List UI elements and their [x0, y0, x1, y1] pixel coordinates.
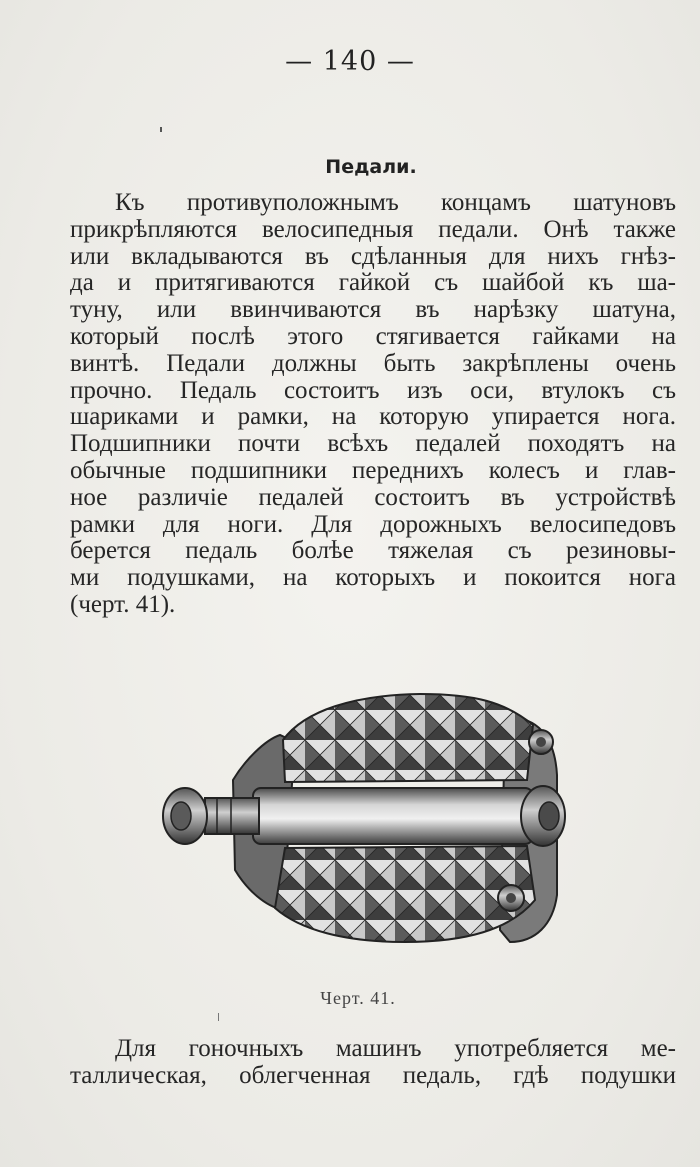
text-line: или вкладываются въ сдѣланныя для нихъ гнѣз- — [70, 243, 676, 270]
text-line: туну, или ввинчиваются въ нарѣзку шатуна, — [70, 297, 676, 324]
text-line: рамки для ноги. Для дорожныхъ велосипедовъ — [70, 511, 676, 538]
text-line: прикрѣпляются велосипедныя педали. Онѣ также — [70, 216, 676, 243]
text-line: шариками и рамки, на которую упирается нога. — [70, 404, 676, 431]
pedal-bottom-tread — [275, 846, 535, 942]
paragraph-racing-pedals — [70, 1036, 676, 1090]
paragraph-pedals — [70, 190, 676, 619]
print-mark — [218, 1013, 219, 1021]
text-line: Подшипники почти всѣхъ педалей походятъ на — [70, 431, 676, 458]
figure-caption: Черт. 41. — [320, 988, 396, 1008]
text-line: таллическая, облегченная педаль, гдѣ подушки — [70, 1062, 676, 1089]
text-line: винтѣ. Педали должны быть закрѣплены очень — [70, 350, 676, 377]
pedal-top-tread — [283, 694, 533, 782]
text-line: да и притягиваются гайкой съ шайбой къ ша- — [70, 270, 676, 297]
section-heading: Педали. — [325, 156, 417, 178]
text-line: прочно. Педаль состоитъ изъ оси, втулокъ съ — [70, 377, 676, 404]
text-line: ми подушками, на которыхъ и покоится нога — [70, 565, 676, 592]
text-line: (черт. 41). — [70, 591, 176, 618]
text-line: Для гоночныхъ машинъ употребляется ме- — [115, 1036, 676, 1062]
text-line: обычные подшипники переднихъ колесъ и глав- — [70, 457, 676, 484]
text-line: Къ противуположнымъ концамъ шатуновъ — [115, 190, 676, 216]
figure-pedal-illustration — [155, 680, 575, 960]
print-speck — [160, 127, 162, 132]
text-line: который послѣ этого стягивается гайками на — [70, 323, 676, 350]
page-number: — 140 — — [285, 46, 415, 77]
pedal-axle-barrel — [253, 788, 533, 844]
text-line: ное различіе педалей состоитъ въ устройствѣ — [70, 484, 676, 511]
text-line: берется педаль болѣе тяжелая съ резиновы- — [70, 538, 676, 565]
